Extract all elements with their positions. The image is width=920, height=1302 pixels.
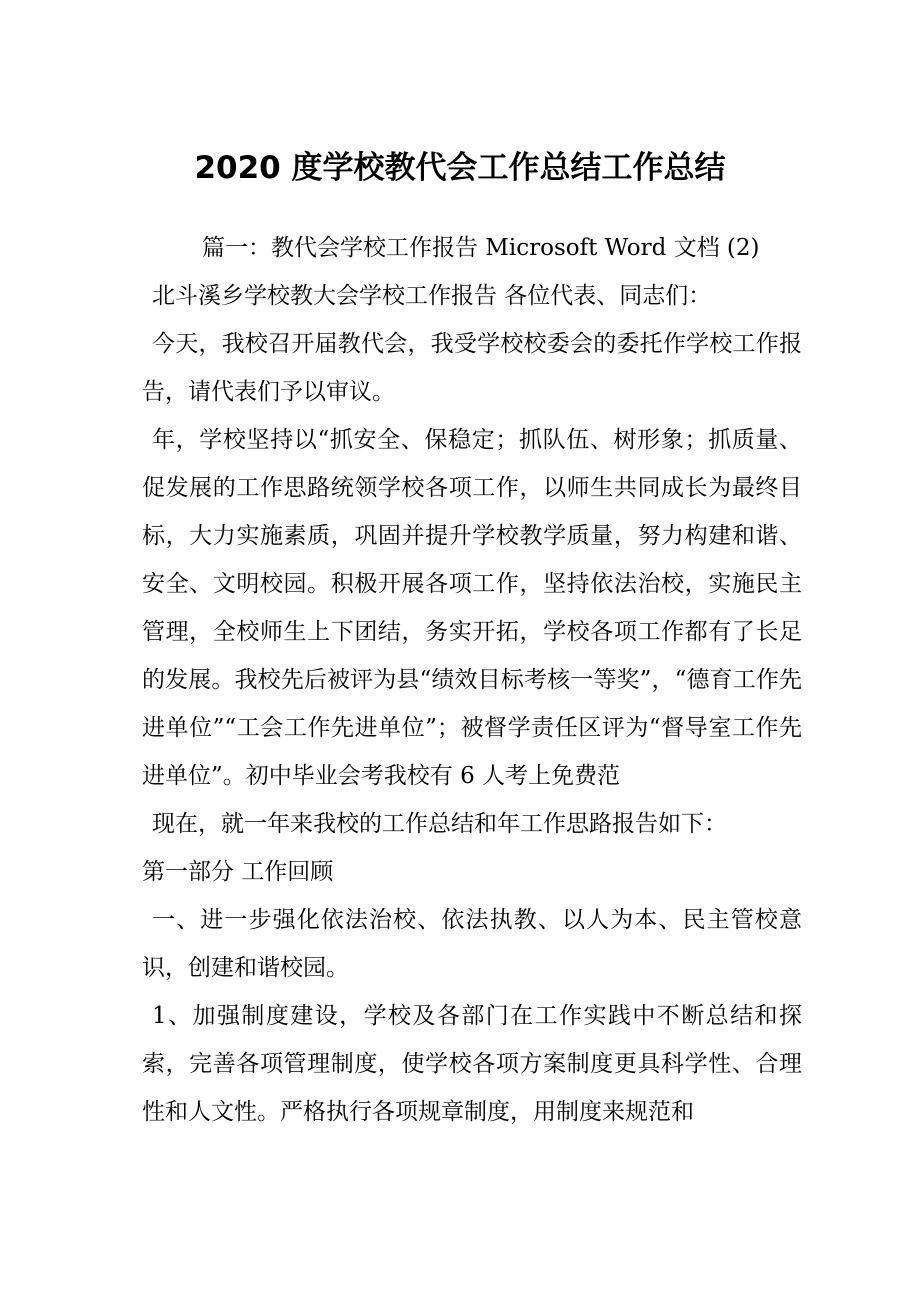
paragraph-item-one: 1、加强制度建设，学校及各部门在工作实践中不断总结和探索，完善各项管理制度，使学校各项方案制度更具科学性、合理性和人文性。严格执行各项规章制度，用制度来规范和: [142, 1003, 802, 1125]
paragraph-heading-article-one: 篇一：教代会学校工作报告 Microsoft Word 文档 (2): [202, 235, 760, 261]
document-body: [142, 224, 802, 1136]
paragraph-summary: 年，学校坚持以“抓安全、保稳定；抓队伍、树形象；抓质量、促发展的工作思路统领学校各项工作，以师生共同成长为最终目标，大力实施素质，巩固并提升学校教学质量，努力构建和谐、安全、文明校园。积极开展各项工作，坚持依法治校，实施民主管理，全校师生上下团结，务实开拓，学校各项工作都有了长足的发展。我校先后被评为县“绩效目标考核一等奖”，“德育工作先进单位”“工会工作先进单位”；被督学责任区评为“督导室工作先进单位”。初中毕业会考我校有 6 人考上免费范: [142, 427, 802, 789]
document-title: 2020 度学校教代会工作总结工作总结: [194, 150, 726, 186]
paragraph-opening: 今天，我校召开届教代会，我受学校校委会的委托作学校工作报告，请代表们予以审议。: [142, 331, 802, 405]
paragraph-salutation: 北斗溪乡学校教大会学校工作报告 各位代表、同志们：: [152, 283, 712, 309]
section-heading-part-one: 第一部分 工作回顾: [142, 859, 334, 885]
paragraph-report-intro: 现在，就一年来我校的工作总结和年工作思路报告如下：: [152, 811, 727, 837]
paragraph-point-one: 一、进一步强化依法治校、依法执教、以人为本、民主管校意识，创建和谐校园。: [142, 907, 802, 981]
